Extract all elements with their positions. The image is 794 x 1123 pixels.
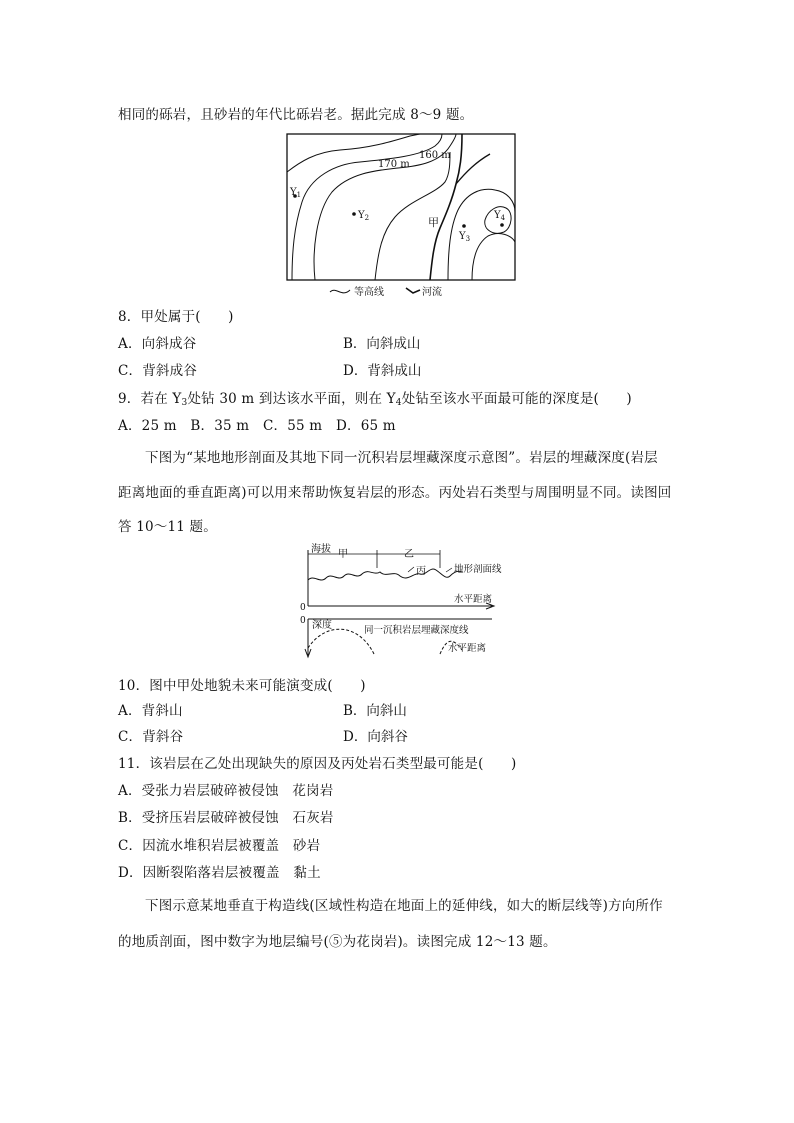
q11-stem: 11．该岩层在乙处出现缺失的原因及丙处岩石类型最可能是( ) bbox=[118, 756, 517, 772]
profile-figure bbox=[290, 540, 510, 660]
para3-line2: 的地质剖面，图中数字为地层编号(⑤为花岗岩)。读图完成 12～13 题。 bbox=[118, 934, 557, 950]
q10-option-c: C．背斜谷 bbox=[118, 729, 184, 745]
zero-top: 0 bbox=[300, 603, 306, 613]
contour-map bbox=[280, 132, 520, 300]
q10-option-a: A．背斜山 bbox=[118, 703, 183, 719]
para2-line2: 距离地面的垂直距离)可以用来帮助恢复岩层的形态。丙处岩石类型与周围明显不同。读图回 bbox=[118, 485, 672, 501]
legend-contour-label: 等高线 bbox=[354, 287, 384, 298]
q11-option-a: A．受张力岩层破碎被侵蚀 花岗岩 bbox=[118, 783, 334, 799]
para3-line1: 下图示意某地垂直于构造线(区域性构造在地面上的延伸线，如大的断层线等)方向所作 bbox=[145, 898, 663, 914]
label-jia: 甲 bbox=[338, 549, 348, 560]
q8-option-a: A．向斜成谷 bbox=[118, 336, 197, 352]
legend-river-symbol bbox=[406, 288, 420, 293]
label-horizontal-bottom: 水平距离 bbox=[448, 643, 487, 654]
profile-pointer bbox=[446, 568, 452, 572]
label-yi: 乙 bbox=[404, 549, 414, 560]
q8-option-b: B．向斜成山 bbox=[343, 336, 421, 352]
label-y4: $Y_4$ bbox=[494, 210, 506, 222]
q9-options: A．25 m B．35 m C．55 m D．65 m bbox=[118, 418, 396, 434]
label-layer-line: 同一沉积岩层埋藏深度线 bbox=[364, 625, 469, 636]
q10-option-b: B．向斜山 bbox=[343, 703, 407, 719]
label-y2: $Y_2$ bbox=[358, 210, 370, 222]
q10-option-d: D．向斜谷 bbox=[343, 729, 408, 745]
legend-contour-symbol bbox=[330, 290, 350, 293]
label-profile-line: 地形剖面线 bbox=[454, 564, 502, 575]
contour-line bbox=[472, 234, 515, 280]
q8-option-c: C．背斜成谷 bbox=[118, 363, 198, 379]
label-160: 160 m bbox=[419, 150, 451, 161]
point-y4 bbox=[500, 223, 504, 227]
para2-line1: 下图为“某地地形剖面及其地下同一沉积岩层埋藏深度示意图”。岩层的埋藏深度(岩层 bbox=[145, 450, 658, 466]
label-jia: 甲 bbox=[428, 216, 439, 229]
label-horizontal-top: 水平距离 bbox=[454, 594, 493, 605]
q11-option-d: D．因断裂陷落岩层被覆盖 黏土 bbox=[118, 865, 321, 881]
axis-haiba: 海拔 bbox=[311, 544, 331, 555]
label-y3: $Y_3$ bbox=[459, 231, 471, 243]
bing-pointer bbox=[408, 567, 414, 572]
label-y1: $Y_1$ bbox=[290, 187, 302, 199]
point-y3 bbox=[462, 224, 466, 228]
axis-depth: 深度 bbox=[312, 620, 332, 631]
point-y2 bbox=[352, 212, 356, 216]
map-frame bbox=[287, 134, 515, 280]
para2-line3: 答 10～11 题。 bbox=[118, 519, 217, 535]
label-bing: 丙 bbox=[416, 566, 426, 577]
q11-option-b: B．受挤压岩层破碎被侵蚀 石灰岩 bbox=[118, 810, 334, 826]
legend-river-label: 河流 bbox=[422, 287, 442, 298]
intro-line: 相同的砾岩，且砂岩的年代比砾岩老。据此完成 8～9 题。 bbox=[118, 107, 474, 123]
q10-stem: 10．图中甲处地貌未来可能演变成( ) bbox=[118, 678, 366, 694]
q8-option-d: D．背斜成山 bbox=[343, 363, 422, 379]
q9-stem: 9．若在 $Y_3$处钻 30 m 到达该水平面，则在 $Y_4$处钻至该水平面最可能的深度是( ) bbox=[118, 391, 632, 408]
q11-option-c: C．因流水堆积岩层被覆盖 砂岩 bbox=[118, 838, 321, 854]
q8-stem: 8．甲处属于( ) bbox=[118, 309, 234, 325]
label-170: 170 m bbox=[378, 159, 410, 170]
zero-bottom: 0 bbox=[300, 616, 306, 626]
terrain-profile bbox=[308, 569, 462, 580]
